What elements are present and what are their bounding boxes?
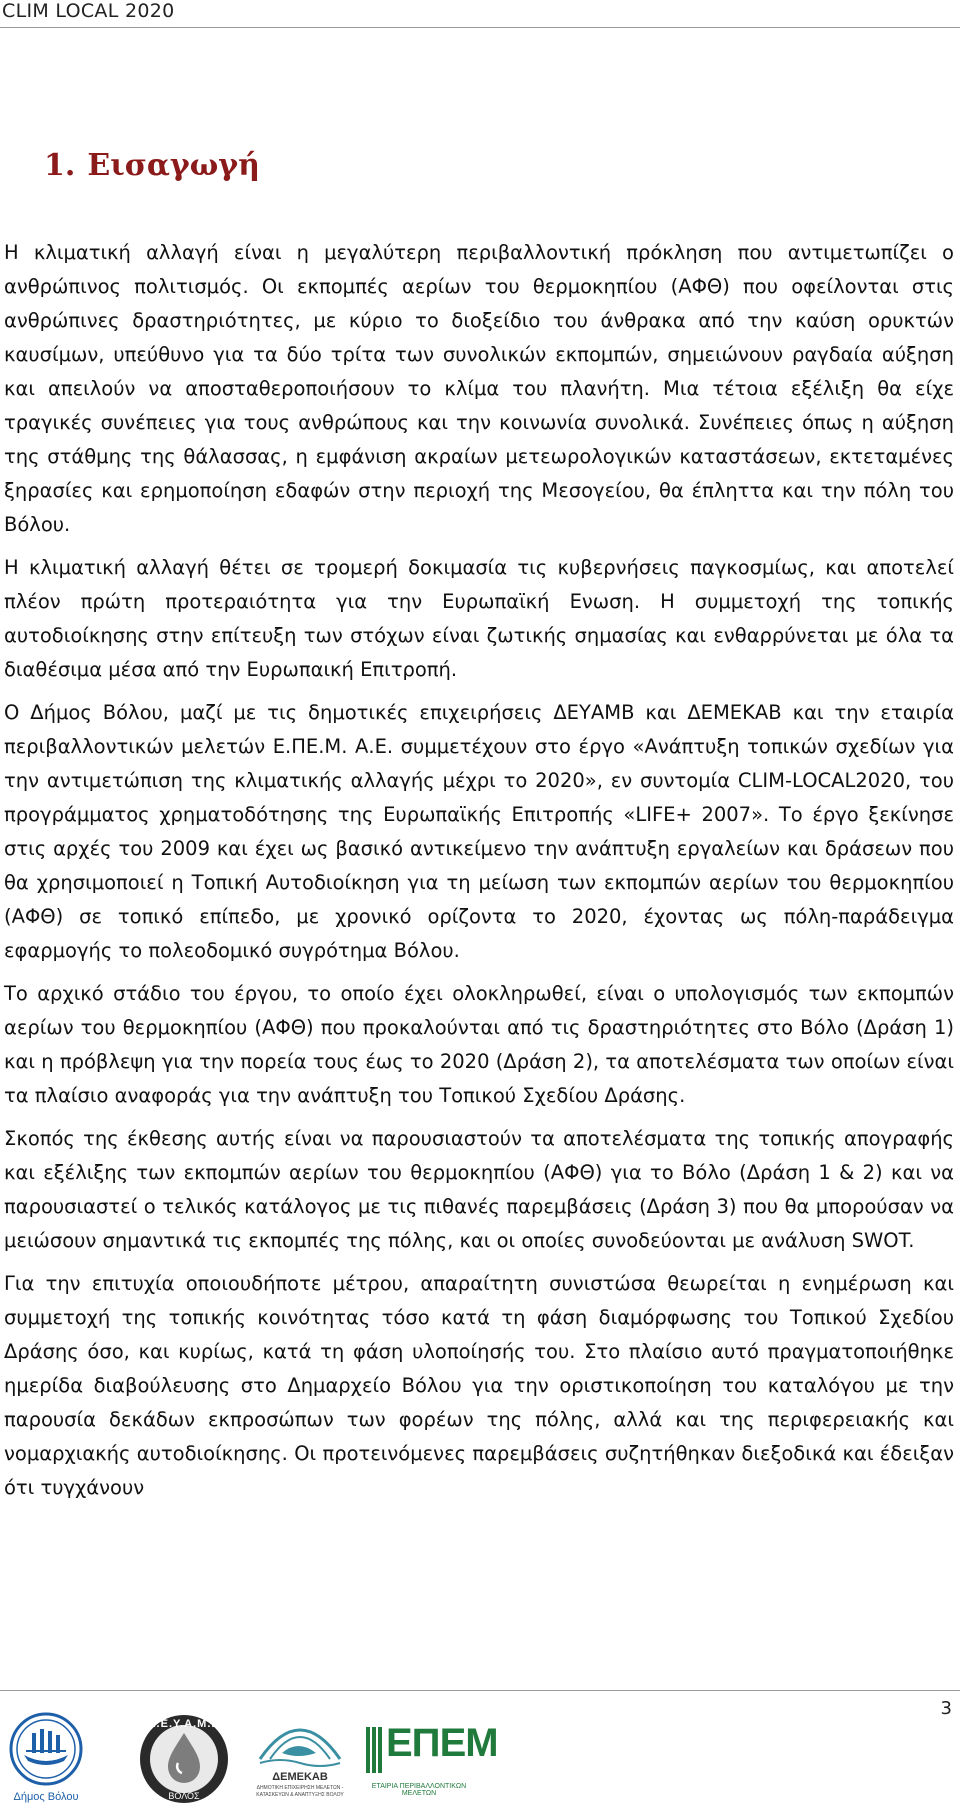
epem-logo bbox=[364, 1717, 498, 1807]
deyamv-caption-bottom: ΒΟΛΟΣ bbox=[168, 1791, 200, 1801]
section-heading bbox=[44, 148, 260, 183]
paragraph: Η κλιματική αλλαγή είναι η μεγαλύτερη περιβαλλοντική πρόκληση που αντιμετωπίζει ο ανθρώπινος πολιτισμός. Οι εκπομπές αερίων του θερμοκηπίου (ΑΦΘ) που οφείλονται στις ανθρώπινες δραστηριότητες, με κύριο το διοξείδιο του άνθρακα από την καύση ορυκτών καυσίμων, υπεύθυνο για τα δύο τρίτα των συνολικών εκπομπών, σημειώνουν ραγδαία αύξηση και απειλούν να αποσταθεροποιήσουν το κλίμα του πλανήτη. Μια τέτοια εξέλιξη θα είχε τραγικές συνέπειες για τους ανθρώπους και την κοινωνία συνολικά. Συνέπειες όπως η αύξηση της στάθμης της θάλασσας, η εμφάνιση ακραίων μετεωρολογικών καταστάσεων, εκτεταμένες ξηρασίες και ερημοποίηση εδαφών στην περιοχή της Μεσογείου, θα έπληττα και την πόλη του Βόλου. bbox=[4, 241, 954, 536]
demekav-subcaption: ΔΗΜΟΤΙΚΗ ΕΠΙΧΕΙΡΗΣΗ ΜΕΛΕΤΩΝ - ΚΑΤΑΣΚΕΥΩΝ & ΑΝΑΠΤΥΞΗΣ ΒΟΛΟΥ bbox=[256, 1785, 344, 1798]
epem-caption: ΕΠΕΜ bbox=[386, 1721, 498, 1765]
paragraph: Το αρχικό στάδιο του έργου, το οποίο έχει ολοκληρωθεί, είναι ο υπολογισμός των εκπομπών αερίων του θερμοκηπίου (ΑΦΘ) που προκαλούνται από τις δραστηριότητες στο Βόλο (Δράση 1) και η πρόβλεψη για την πορεία τους έως το 2020 (Δράση 2), τα αποτελέσματα των οποίων είναι τα πλαίσιο αναφοράς για την ανάπτυξη του Τοπικού Σχεδίου Δράσης. bbox=[4, 982, 954, 1107]
demekav-logo bbox=[250, 1709, 350, 1811]
demekav-caption: ΔΕΜΕΚΑΒ bbox=[272, 1771, 328, 1783]
deyamv-logo bbox=[138, 1707, 230, 1811]
ship-emblem-icon bbox=[6, 1711, 86, 1787]
page-number: 3 bbox=[940, 1698, 952, 1719]
footer-divider bbox=[0, 1690, 960, 1691]
running-header bbox=[0, 0, 960, 28]
running-header-title: CLIM LOCAL 2020 bbox=[2, 0, 175, 22]
body-text bbox=[4, 236, 954, 1514]
paragraph: Ο Δήμος Βόλου, μαζί με τις δημοτικές επιχειρήσεις ΔΕΥΑΜΒ και ΔΕΜΕΚΑΒ και την εταιρία περιβαλλοντικών μελετών Ε.ΠΕ.Μ. Α.Ε. συμμετέχουν στο έργο «Ανάπτυξη τοπικών σχεδίων για την αντιμετώπιση της κλιματικής αλλαγής μέχρι το 2020», εν συντομία CLIM-LOCAL2020, του προγράμματος χρηματοδότησης της Ευρωπαϊκής Επιτροπής «LIFE+ 2007». Το έργο ξεκίνησε στις αρχές του 2009 και έχει ως βασικό αντικείμενο την ανάπτυξη εργαλείων και δράσεων που θα χρησιμοποιεί η Τοπική Αυτοδιοίκηση για τη μείωση των εκπομπών αερίων του θερμοκηπίου (ΑΦΘ) σε τοπικό επίπεδο, με χρονικό ορίζοντα το 2020, έχοντας ως πόλη-παράδειγμα εφαρμογής το πολεοδομικό συγρότημα Βόλου. bbox=[4, 701, 954, 962]
section-title: Εισαγωγή bbox=[87, 148, 260, 183]
footer-logos bbox=[0, 1705, 960, 1815]
dimos-volou-logo bbox=[6, 1711, 86, 1807]
epem-subcaption: ΕΤΑΙΡΙΑ ΠΕΡΙΒΑΛΛΟΝΤΙΚΩΝ ΜΕΛΕΤΩΝ bbox=[371, 1783, 467, 1797]
paragraph: Η κλιματική αλλαγή θέτει σε τρομερή δοκιμασία τις κυβερνήσεις παγκοσμίως, και αποτελεί πλέον πρώτη προτεραιότητα για την Ευρωπαϊκή Ενωση. Η συμμετοχή της τοπικής αυτοδιοίκησης στην επίτευξη των στόχων είναι ζωτικής σημασίας και ενθαρρύνεται με όλα τα διαθέσιμα μέσα από την Ευρωπαική Επιτροπή. bbox=[4, 556, 954, 681]
wave-fish-emblem-icon bbox=[250, 1709, 350, 1771]
paragraph: Για την επιτυχία οποιουδήποτε μέτρου, απαραίτητη συνιστώσα θεωρείται η ενημέρωση και συμμετοχή της τοπικής κοινότητας τόσο κατά τη φάση διαμόρφωσης του Τοπικού Σχεδίου Δράσης όσο, και κυρίως, κατά τη φάση υλοποίησής του. Στο πλαίσιο αυτό πραγματοποιήθηκε ημερίδα διαβούλευσης στο Δημαρχείο Βόλου για την οριστικοποίηση του καταλόγου με την παρουσία δεκάδων εκπροσώπων των φορέων της πόλης, αλλά και της περιφερειακής και νομαρχιακής αυτοδιοίκησης. Οι προτεινόμενες παρεμβάσεις συζητήθηκαν διεξοδικά και έδειξαν ότι τυγχάνουν bbox=[4, 1272, 954, 1499]
deyamv-caption-top: Δ.Ε.Υ.Α.Μ.Β bbox=[147, 1718, 221, 1730]
dimos-volou-caption: Δήμος Βόλου bbox=[13, 1791, 79, 1803]
section-number: 1. bbox=[44, 148, 76, 183]
paragraph: Σκοπός της έκθεσης αυτής είναι να παρουσιαστούν τα αποτελέσματα της τοπικής απογραφής και εξέλιξης των εκπομπών αερίων του θερμοκηπίου (ΑΦΘ) για το Βόλο (Δράση 1 & 2) και να παρουσιαστεί ο τελικός κατάλογος με τις πιθανές παρεμβάσεις (Δράση 3) που θα μπορούσαν να μειώσουν σημαντικά τις εκπομπές της πόλης, και οι οποίες συνοδεύονται με ανάλυση SWOT. bbox=[4, 1127, 954, 1252]
